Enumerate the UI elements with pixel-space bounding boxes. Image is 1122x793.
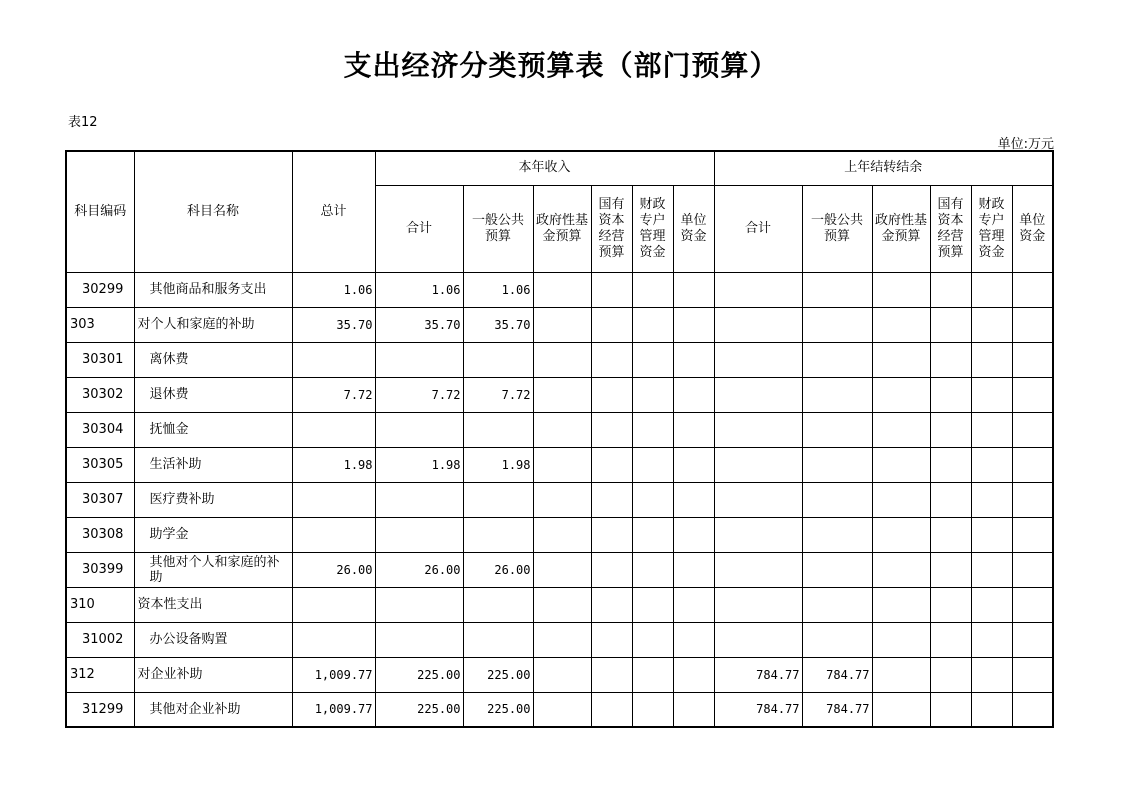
row-value <box>714 587 802 622</box>
row-value <box>673 447 714 482</box>
header-cy-sum: 合计 <box>375 185 463 272</box>
row-value: 225.00 <box>375 657 463 692</box>
row-value <box>292 342 375 377</box>
row-value <box>971 657 1012 692</box>
row-name: 对个人和家庭的补助 <box>134 307 292 342</box>
row-value: 225.00 <box>463 692 533 727</box>
row-value <box>632 622 673 657</box>
row-value <box>714 447 802 482</box>
row-value <box>292 482 375 517</box>
row-value <box>632 447 673 482</box>
row-value <box>375 412 463 447</box>
row-value <box>714 482 802 517</box>
row-name: 助学金 <box>134 517 292 552</box>
row-value <box>802 272 872 307</box>
table-row <box>66 552 1053 587</box>
row-name: 其他商品和服务支出 <box>134 272 292 307</box>
row-value <box>375 517 463 552</box>
row-value <box>533 692 591 727</box>
row-value <box>930 587 971 622</box>
row-value <box>673 482 714 517</box>
row-value <box>1012 657 1053 692</box>
row-value <box>802 552 872 587</box>
row-code: 30302 <box>66 377 134 412</box>
row-value <box>533 552 591 587</box>
row-value <box>971 552 1012 587</box>
header-carryover: 上年结转结余 <box>714 151 1053 185</box>
row-value <box>971 377 1012 412</box>
table-row <box>66 342 1053 377</box>
row-code: 30305 <box>66 447 134 482</box>
row-value <box>1012 307 1053 342</box>
row-value <box>632 587 673 622</box>
row-value <box>1012 412 1053 447</box>
row-value <box>533 447 591 482</box>
table-row <box>66 447 1053 482</box>
row-value: 1.98 <box>292 447 375 482</box>
row-name: 医疗费补助 <box>134 482 292 517</box>
row-value <box>872 447 930 482</box>
row-value <box>375 482 463 517</box>
row-value: 1.06 <box>292 272 375 307</box>
row-value <box>533 517 591 552</box>
row-value <box>802 447 872 482</box>
row-value <box>802 412 872 447</box>
row-value <box>632 412 673 447</box>
row-value: 1,009.77 <box>292 692 375 727</box>
header-cy-general: 一般公共预算 <box>463 185 533 272</box>
row-name: 资本性支出 <box>134 587 292 622</box>
row-value <box>971 447 1012 482</box>
header-cy-unit-fund: 单位资金 <box>673 185 714 272</box>
row-value <box>292 622 375 657</box>
row-value <box>591 587 632 622</box>
row-value <box>533 622 591 657</box>
row-value <box>872 587 930 622</box>
table-row <box>66 272 1053 307</box>
row-value <box>673 307 714 342</box>
row-code: 303 <box>66 307 134 342</box>
row-value <box>591 622 632 657</box>
row-value <box>463 482 533 517</box>
row-value <box>971 412 1012 447</box>
row-value <box>591 272 632 307</box>
row-value: 35.70 <box>292 307 375 342</box>
row-value <box>1012 377 1053 412</box>
row-value <box>802 482 872 517</box>
row-value <box>533 342 591 377</box>
row-value <box>930 307 971 342</box>
row-value <box>802 342 872 377</box>
row-value <box>673 272 714 307</box>
row-value <box>292 412 375 447</box>
row-value <box>1012 587 1053 622</box>
row-value <box>930 447 971 482</box>
row-name: 对企业补助 <box>134 657 292 692</box>
row-value: 784.77 <box>714 657 802 692</box>
row-value <box>591 307 632 342</box>
row-value <box>375 622 463 657</box>
row-value <box>872 657 930 692</box>
row-value <box>714 307 802 342</box>
row-code: 30301 <box>66 342 134 377</box>
row-value <box>802 307 872 342</box>
row-value <box>930 342 971 377</box>
row-value <box>971 622 1012 657</box>
row-value <box>1012 482 1053 517</box>
row-name: 退休费 <box>134 377 292 412</box>
table-number: 表12 <box>68 115 98 130</box>
row-code: 30399 <box>66 552 134 587</box>
row-value <box>930 412 971 447</box>
row-value <box>292 587 375 622</box>
row-value <box>872 342 930 377</box>
row-value <box>872 517 930 552</box>
header-co-unit-fund: 单位资金 <box>1012 185 1053 272</box>
row-value <box>591 692 632 727</box>
row-name: 办公设备购置 <box>134 622 292 657</box>
row-value <box>463 412 533 447</box>
row-value <box>971 307 1012 342</box>
row-value <box>591 517 632 552</box>
row-value <box>930 482 971 517</box>
table-body <box>66 272 1053 727</box>
row-value: 784.77 <box>802 692 872 727</box>
row-value: 1.06 <box>463 272 533 307</box>
header-total: 总计 <box>292 151 375 272</box>
row-value <box>1012 272 1053 307</box>
row-value <box>872 622 930 657</box>
row-value <box>591 552 632 587</box>
table-row <box>66 377 1053 412</box>
row-name: 其他对个人和家庭的补助 <box>134 552 292 587</box>
row-value <box>533 307 591 342</box>
budget-table <box>65 150 1054 728</box>
row-value: 7.72 <box>463 377 533 412</box>
row-value <box>714 342 802 377</box>
row-value <box>533 377 591 412</box>
row-value <box>632 272 673 307</box>
row-value <box>673 342 714 377</box>
row-value <box>872 692 930 727</box>
row-value <box>930 377 971 412</box>
row-name: 其他对企业补助 <box>134 692 292 727</box>
header-current-year: 本年收入 <box>375 151 714 185</box>
table-row <box>66 622 1053 657</box>
row-value <box>714 517 802 552</box>
table-row <box>66 412 1053 447</box>
header-co-state-capital: 国有资本经营预算 <box>930 185 971 272</box>
row-value <box>930 657 971 692</box>
row-value <box>872 482 930 517</box>
header-co-general: 一般公共预算 <box>802 185 872 272</box>
row-value <box>591 657 632 692</box>
row-value <box>591 377 632 412</box>
row-value: 1.06 <box>375 272 463 307</box>
row-value <box>533 272 591 307</box>
row-value <box>632 482 673 517</box>
row-value <box>971 587 1012 622</box>
row-value <box>673 517 714 552</box>
row-value <box>714 622 802 657</box>
header-name: 科目名称 <box>134 151 292 272</box>
row-value <box>1012 622 1053 657</box>
row-value <box>533 482 591 517</box>
row-value <box>632 517 673 552</box>
row-value <box>971 342 1012 377</box>
row-value <box>673 552 714 587</box>
row-value <box>533 587 591 622</box>
unit-label: 单位:万元 <box>997 137 1054 152</box>
row-value <box>632 552 673 587</box>
row-code: 312 <box>66 657 134 692</box>
row-value <box>930 692 971 727</box>
row-value: 1.98 <box>463 447 533 482</box>
row-value <box>971 272 1012 307</box>
row-code: 30308 <box>66 517 134 552</box>
row-value <box>971 517 1012 552</box>
row-value <box>673 657 714 692</box>
table-row <box>66 657 1053 692</box>
row-value: 784.77 <box>802 657 872 692</box>
row-value <box>1012 692 1053 727</box>
row-value: 784.77 <box>714 692 802 727</box>
row-value <box>971 482 1012 517</box>
row-value <box>1012 447 1053 482</box>
row-value <box>463 517 533 552</box>
header-cy-state-capital: 国有资本经营预算 <box>591 185 632 272</box>
row-value <box>971 692 1012 727</box>
row-name: 抚恤金 <box>134 412 292 447</box>
row-value <box>872 412 930 447</box>
table-row <box>66 587 1053 622</box>
table-row <box>66 482 1053 517</box>
row-value <box>1012 552 1053 587</box>
row-value <box>714 552 802 587</box>
row-value <box>802 622 872 657</box>
row-value <box>463 587 533 622</box>
row-value: 35.70 <box>463 307 533 342</box>
row-value <box>930 517 971 552</box>
table-row <box>66 517 1053 552</box>
row-value <box>533 412 591 447</box>
row-value <box>714 272 802 307</box>
row-value <box>872 307 930 342</box>
header-cy-special: 财政专户管理资金 <box>632 185 673 272</box>
row-value <box>632 692 673 727</box>
row-value <box>591 482 632 517</box>
row-value <box>673 587 714 622</box>
row-code: 30307 <box>66 482 134 517</box>
row-value <box>930 552 971 587</box>
row-value <box>802 377 872 412</box>
row-value: 26.00 <box>375 552 463 587</box>
table-row <box>66 692 1053 727</box>
row-value: 26.00 <box>463 552 533 587</box>
row-name: 生活补助 <box>134 447 292 482</box>
row-value <box>673 412 714 447</box>
row-value: 7.72 <box>375 377 463 412</box>
row-value <box>591 412 632 447</box>
row-value <box>802 587 872 622</box>
row-value <box>533 657 591 692</box>
row-value <box>673 622 714 657</box>
row-value <box>930 622 971 657</box>
header-co-special: 财政专户管理资金 <box>971 185 1012 272</box>
row-value <box>632 342 673 377</box>
row-value <box>632 307 673 342</box>
row-code: 30299 <box>66 272 134 307</box>
row-code: 310 <box>66 587 134 622</box>
row-value <box>872 377 930 412</box>
row-value <box>292 517 375 552</box>
row-value <box>1012 517 1053 552</box>
row-code: 31002 <box>66 622 134 657</box>
row-value <box>591 447 632 482</box>
header-cy-fund: 政府性基金预算 <box>533 185 591 272</box>
row-value <box>872 552 930 587</box>
row-value: 26.00 <box>292 552 375 587</box>
row-value: 1.98 <box>375 447 463 482</box>
header-co-fund: 政府性基金预算 <box>872 185 930 272</box>
row-value <box>930 272 971 307</box>
row-value: 35.70 <box>375 307 463 342</box>
row-value <box>714 377 802 412</box>
row-value <box>872 272 930 307</box>
row-value <box>591 342 632 377</box>
row-value: 1,009.77 <box>292 657 375 692</box>
row-value <box>463 342 533 377</box>
row-value <box>673 692 714 727</box>
row-code: 30304 <box>66 412 134 447</box>
row-value <box>632 657 673 692</box>
header-co-sum: 合计 <box>714 185 802 272</box>
row-value <box>673 377 714 412</box>
row-value <box>632 377 673 412</box>
header-code: 科目编码 <box>66 151 134 272</box>
row-value <box>714 412 802 447</box>
row-value: 7.72 <box>292 377 375 412</box>
row-value <box>375 587 463 622</box>
page-title: 支出经济分类预算表（部门预算） <box>343 49 779 82</box>
row-value <box>802 517 872 552</box>
row-value <box>375 342 463 377</box>
row-value <box>1012 342 1053 377</box>
row-value: 225.00 <box>463 657 533 692</box>
row-code: 31299 <box>66 692 134 727</box>
row-value: 225.00 <box>375 692 463 727</box>
table-row <box>66 307 1053 342</box>
row-name: 离休费 <box>134 342 292 377</box>
row-value <box>463 622 533 657</box>
